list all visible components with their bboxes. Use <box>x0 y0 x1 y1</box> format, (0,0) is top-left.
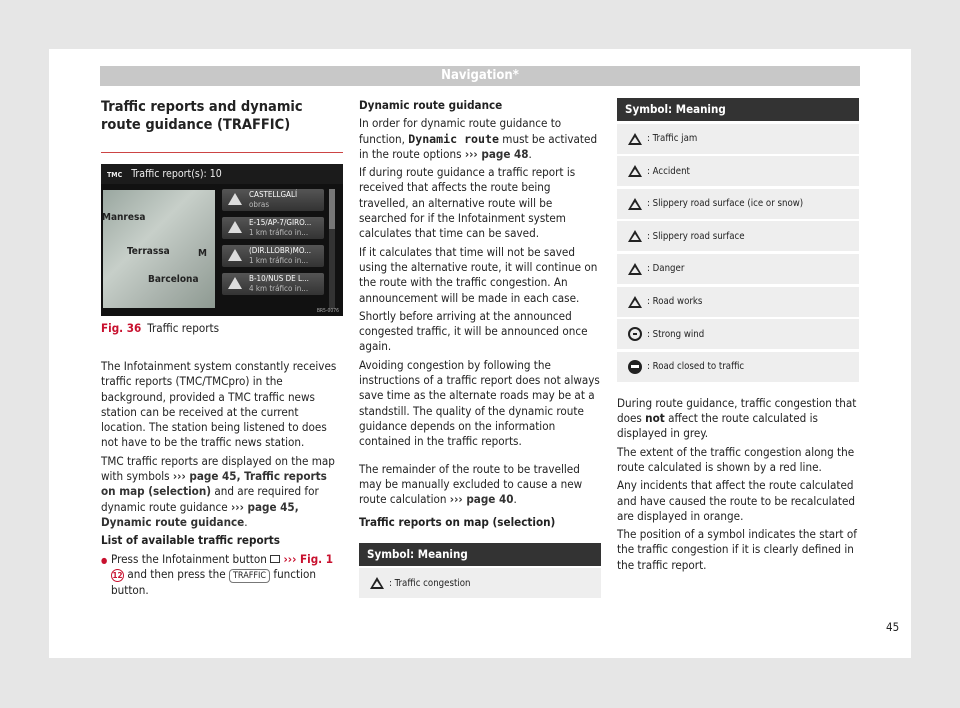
screen-title: Traffic report(s): 10 <box>131 168 222 180</box>
map-label: M <box>198 248 207 259</box>
danger-icon <box>628 263 642 275</box>
strong-wind-icon <box>628 327 642 341</box>
accident-icon <box>628 165 642 177</box>
tmc-label: TMC <box>107 171 123 179</box>
ice-snow-icon <box>628 198 642 210</box>
paragraph: If during route guidance a traffic report is received that affects the route being travelled, an alternative route will be searched for if the Infotainment system calculates that time can be saved. <box>359 165 576 241</box>
text: Press the Infotainment button <box>111 551 267 566</box>
figure-link[interactable]: ››› Fig. 1 <box>283 551 334 566</box>
middle-column <box>359 98 601 598</box>
text: In order for dynamic route guidance to function, <box>359 116 562 146</box>
row-text: : Traffic congestion <box>389 577 471 589</box>
traffic-congestion-icon <box>370 577 384 589</box>
symbol-table <box>359 543 601 599</box>
subsection-title: Dynamic route guidance <box>359 98 503 112</box>
table-row <box>617 156 859 186</box>
table-row <box>359 568 601 598</box>
row-text: : Traffic jam <box>647 133 698 145</box>
menu-button-icon <box>270 555 280 563</box>
traffic-warning-icon <box>228 277 242 289</box>
report-line1: (DIR.LLOBR)MO... <box>249 246 312 255</box>
text: . <box>528 146 532 161</box>
table-row <box>617 352 859 382</box>
row-text: : Danger <box>647 263 685 275</box>
page-link[interactable]: ››› page 45, Traffic reports on map (selection) <box>101 469 327 499</box>
text: . <box>244 514 248 529</box>
report-line1: CASTELLGALÍ <box>249 190 298 199</box>
table-row <box>617 221 859 251</box>
traffic-warning-icon <box>228 193 242 205</box>
caption-text: Traffic reports <box>147 321 220 335</box>
traffic-warning-icon <box>228 249 242 261</box>
paragraph: Any incidents that affect the route calculated and have caused the route to be recalculated are displayed in orange. <box>617 478 856 523</box>
emphasis: not <box>645 411 665 426</box>
callout-number: 12 <box>112 570 123 580</box>
road-works-icon <box>628 296 642 308</box>
map-label: Barcelona <box>148 274 199 285</box>
road-closed-icon <box>628 360 642 374</box>
text: and are required for dynamic route guidance <box>101 484 319 514</box>
traffic-jam-icon <box>628 133 642 145</box>
report-list <box>222 189 324 301</box>
report-line1: E-15/AP-7/GIRO... <box>249 218 312 227</box>
figure-scrollbar <box>329 189 335 309</box>
paragraph: If it calculates that time will not be saved using the alternative route, it will continue on the route with the traffic congestion. An announcement will be made in each case. <box>359 244 598 305</box>
report-item <box>222 273 324 295</box>
section-title: Traffic reports and dynamic route guidance (TRAFFIC) <box>101 98 343 153</box>
traffic-key-label: TRAFFIC <box>229 569 270 583</box>
caption-label: Fig. 36 <box>101 321 142 335</box>
symbol-table <box>617 98 859 382</box>
paragraph <box>359 116 601 162</box>
paragraph: The position of a symbol indicates the start of the traffic congestion if it is clearly defined in the traffic report. <box>617 527 857 572</box>
page-link[interactable]: ››› page 40 <box>449 492 514 507</box>
text: The remainder of the route to be travelled may be manually excluded to cause a new route calculation <box>359 461 583 507</box>
traffic-reports-figure <box>101 164 343 316</box>
text: During route guidance, traffic congestion that does <box>617 395 857 426</box>
table-row <box>617 319 859 349</box>
report-item <box>222 189 324 211</box>
row-text: : Slippery road surface <box>647 230 745 242</box>
table-row <box>617 189 859 219</box>
row-text: : Strong wind <box>647 328 705 340</box>
left-column <box>101 98 343 601</box>
figure-code: BR5-0076 <box>316 308 339 314</box>
table-header: Symbol: Meaning <box>359 543 601 566</box>
paragraph <box>617 396 859 442</box>
paragraph <box>359 462 601 508</box>
text: . <box>513 492 517 507</box>
list-title: List of available traffic reports <box>101 533 280 548</box>
traffic-warning-icon <box>228 221 242 233</box>
option-name: Dynamic route <box>408 131 499 146</box>
table-row <box>617 254 859 284</box>
table-header: Symbol: Meaning <box>617 98 859 121</box>
report-item <box>222 217 324 239</box>
paragraph: The extent of the traffic congestion along the route calculated is shown by a red line. <box>617 444 855 474</box>
map-label: Manresa <box>102 212 146 223</box>
list-item <box>101 552 343 599</box>
subsection-title: Traffic reports on map (selection) <box>359 515 556 530</box>
report-line1: B-10/NUS DE L... <box>249 274 309 283</box>
map-area <box>103 190 215 308</box>
report-line2: 1 km tráfico in... <box>249 256 309 265</box>
figure-caption <box>101 321 343 335</box>
row-text: : Road closed to traffic <box>647 361 745 373</box>
report-line2: 4 km tráfico in... <box>249 284 309 293</box>
report-item <box>222 245 324 267</box>
table-row <box>617 124 859 154</box>
report-line2: obras <box>249 200 270 209</box>
row-text: : Road works <box>647 296 703 308</box>
page-number: 45 <box>886 620 900 634</box>
right-column <box>617 98 859 576</box>
page-link[interactable]: ››› page 45, Dynamic route guidance <box>101 499 299 529</box>
report-line2: 1 km tráfico in... <box>249 228 309 237</box>
text: must be activated in the route options <box>359 131 598 161</box>
row-text: : Slippery road surface (ice or snow) <box>647 198 804 210</box>
text: TMC traffic reports are displayed on the map with symbols <box>101 453 335 484</box>
text: and then press the <box>127 566 226 581</box>
table-row <box>617 287 859 317</box>
slippery-road-icon <box>628 230 642 242</box>
paragraph: Shortly before arriving at the announced congested traffic, it will be announced once again. <box>359 308 588 354</box>
paragraph: Avoiding congestion by following the instructions of a traffic report does not always save time as the alternate roads may be at a standstill. The quality of the dynamic route guidance depends on the information contained in the traffic reports. <box>359 357 600 449</box>
row-text: : Accident <box>647 165 690 177</box>
paragraph: The Infotainment system constantly receives traffic reports (TMC/TMCpro) in the background, provided a TMC traffic news station can be received at the current location. The station being listened to does not have to be the traffic news station. <box>101 359 337 450</box>
map-label: Terrassa <box>127 246 170 257</box>
chapter-header: Navigation* <box>100 66 860 86</box>
text: affect the route calculated is displayed in grey. <box>617 411 818 441</box>
figure-screen-header <box>101 164 343 184</box>
text: function button. <box>111 566 317 597</box>
page-link[interactable]: ››› page 48 <box>464 146 529 161</box>
paragraph <box>101 454 343 530</box>
